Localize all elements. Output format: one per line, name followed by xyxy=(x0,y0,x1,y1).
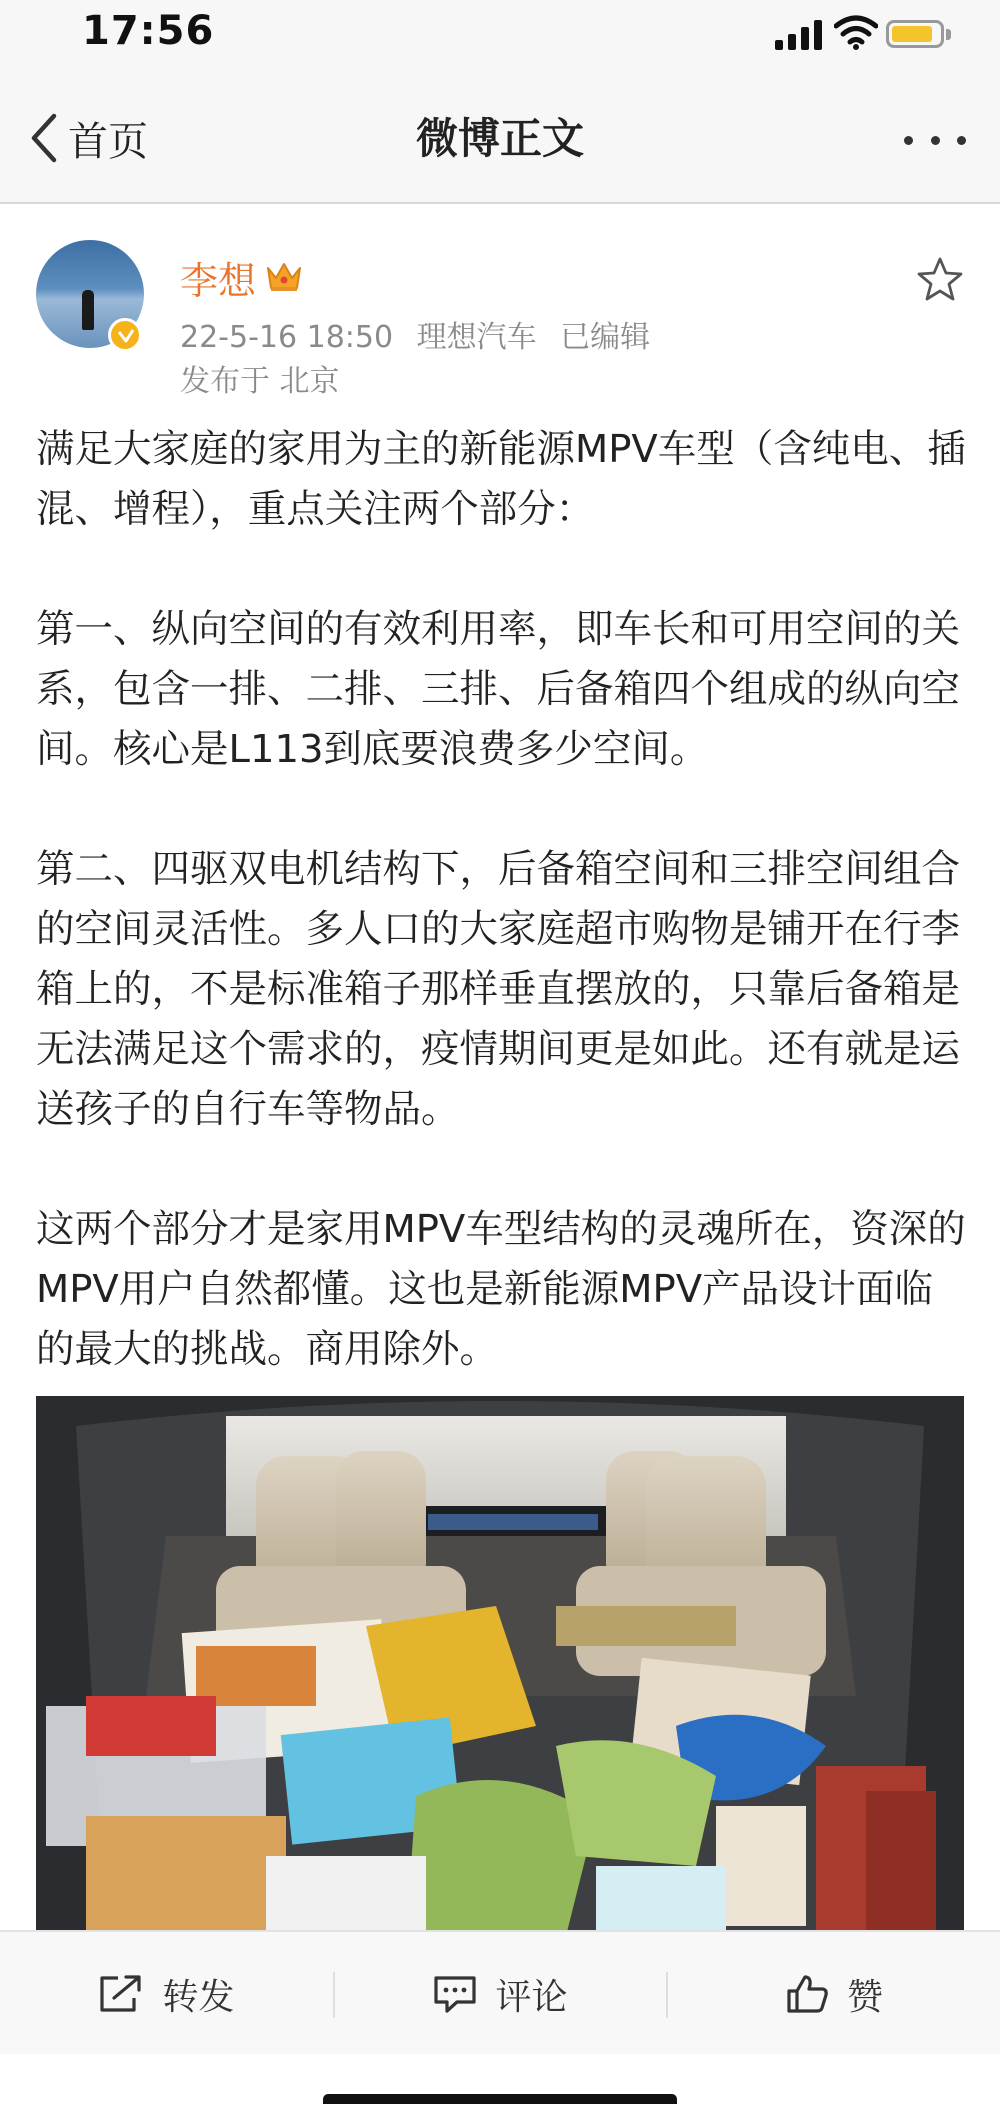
post-source[interactable]: 理想汽车 xyxy=(416,320,537,355)
like-button[interactable] xyxy=(668,1932,1000,2056)
nav-bar xyxy=(0,70,1000,204)
action-bar xyxy=(0,1930,1000,2054)
more-button[interactable] xyxy=(904,136,966,152)
more-icon xyxy=(904,136,913,145)
post-body xyxy=(36,420,966,1380)
status-bar xyxy=(0,0,1000,70)
post-paragraph: 第二、四驱双电机结构下，后备箱空间和三排空间组合的空间灵活性。多人口的大家庭超市购物是铺开在行李箱上的，不是标准箱子那样垂直摆放的，只靠后备箱是无法满足这个需求的，疫情期间更是如此。还有就是运送孩子的自行车等物品。 xyxy=(36,847,961,1132)
back-label: 首页 xyxy=(68,118,148,165)
post-paragraph: 满足大家庭的家用为主的新能源MPV车型（含纯电、插混、增程），重点关注两个部分： xyxy=(36,427,966,532)
chevron-left-icon xyxy=(28,112,58,164)
page-title: 微博正文 xyxy=(415,114,584,163)
wifi-icon xyxy=(834,14,878,50)
comment-label: 评论 xyxy=(495,1976,568,2018)
comment-icon xyxy=(433,1974,477,2014)
post-photo[interactable] xyxy=(36,1396,964,1936)
edited-label[interactable]: 已编辑 xyxy=(560,320,651,355)
like-icon xyxy=(785,1973,829,2015)
author-name[interactable]: 李想 xyxy=(180,259,257,303)
repost-icon xyxy=(98,1974,144,2014)
battery-icon xyxy=(886,20,944,48)
repost-label: 转发 xyxy=(162,1976,235,2018)
post-meta xyxy=(180,312,664,356)
star-icon[interactable] xyxy=(916,256,964,302)
post-location: 发布于 北京 xyxy=(180,364,340,399)
verified-icon xyxy=(108,318,142,352)
signal-icon xyxy=(775,20,823,50)
like-label: 赞 xyxy=(846,1976,883,2018)
comment-button[interactable] xyxy=(335,1932,666,2056)
home-indicator xyxy=(323,2094,677,2104)
status-time: 17:56 xyxy=(82,8,215,54)
post-date: 22-5-16 18:50 xyxy=(180,320,394,355)
crown-icon xyxy=(264,258,304,294)
car-trunk-image xyxy=(36,1396,964,1936)
back-button[interactable] xyxy=(28,110,148,166)
post-paragraph: 这两个部分才是家用MPV车型结构的灵魂所在，资深的MPV用户自然都懂。这也是新能源MPV产品设计面临的最大的挑战。商用除外。 xyxy=(36,1207,966,1372)
repost-button[interactable] xyxy=(0,1932,333,2056)
post-paragraph: 第一、纵向空间的有效利用率，即车长和可用空间的关系，包含一排、二排、三排、后备箱四个组成的纵向空间。核心是L113到底要浪费多少空间。 xyxy=(36,607,961,772)
